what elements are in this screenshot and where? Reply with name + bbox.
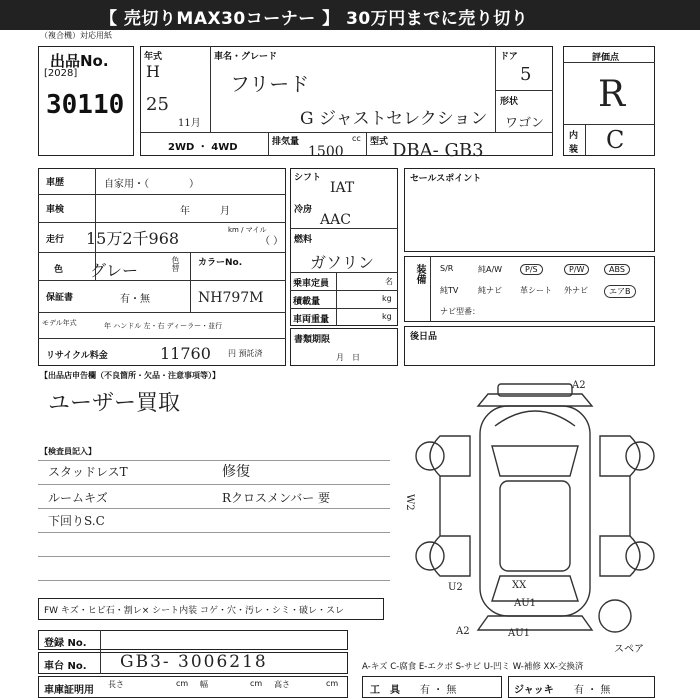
inspector-line1-right: 修復 [222, 464, 250, 480]
shift-label: シフト [294, 173, 322, 183]
tools-value: 有 ・ 無 [420, 685, 457, 696]
banner-text: 【 売切りMAX30コーナー 】 30万円までに売り切り [100, 9, 529, 29]
jack-value: 有 ・ 無 [574, 685, 611, 696]
doc-value: 月 日 [336, 353, 360, 362]
model-value: DBA- GB3 [392, 140, 484, 161]
history-value: 自家用・（ ） [104, 179, 199, 190]
cert-field: 長さ [108, 680, 124, 689]
inspector-label: 【検査員記入】 [40, 447, 96, 456]
ac-label: 冷房 [294, 205, 313, 215]
equip-item: 純ナビ [478, 286, 502, 295]
mileage-label: 走行 [46, 235, 65, 245]
equip-label: 装備 [414, 264, 425, 284]
interior-label-1: 内 [569, 131, 579, 141]
inspector-line1-left: スタッドレスT [48, 465, 128, 479]
interior-value: C [606, 126, 625, 154]
equip-item: P/W [564, 264, 589, 275]
capacity-label: 乗車定員 [293, 279, 330, 289]
damage-mark: AU1 [508, 628, 531, 639]
drive-label: 2WD ・ 4WD [168, 142, 238, 153]
lot-code: [2028] [44, 68, 78, 79]
year: 25 [146, 94, 169, 115]
equip-item: ABS [604, 264, 630, 275]
year-label: 年式 [144, 52, 163, 62]
cert-field: 高さ [274, 680, 290, 689]
equip-item: 純TV [440, 286, 459, 295]
car-label: 車名・グレード [214, 52, 278, 62]
recycle-unit: 円 預託済 [228, 349, 263, 358]
grade: G ジャストセレクション [300, 109, 488, 129]
inspection-value: 年 月 [180, 206, 230, 217]
equip-item: エアB [604, 285, 636, 298]
capacity-unit: 名 [385, 277, 393, 286]
weight-kg: kg [382, 312, 392, 321]
car-name: フリード [230, 72, 310, 96]
color-value: グレー [90, 261, 139, 280]
recycle-value: 11760 [160, 344, 211, 363]
damage-mark: A2 [456, 626, 470, 637]
cert-field: cm [326, 679, 339, 688]
shape: ワゴン [505, 116, 545, 131]
inspector-line2-left: ルームキズ [48, 491, 108, 505]
fuel-label: 燃料 [294, 235, 313, 245]
equip-item: 外ナビ [564, 286, 588, 295]
chassis-label: 車台 No. [44, 661, 87, 672]
color-label: 色 [54, 265, 64, 275]
damage-mark: W2 [404, 494, 415, 511]
tools-label: 工 具 [370, 685, 400, 696]
navi-label: ナビ型番： [440, 307, 480, 316]
fuel-value: ガソリン [310, 253, 375, 272]
equip-item: 革シート [520, 286, 552, 295]
door-label: ドア [500, 52, 518, 62]
damage-mark: A2 [572, 380, 586, 391]
shift-value: IAT [330, 180, 355, 196]
score-value: R [598, 74, 626, 115]
declaration-label: 【出品店申告欄（不良箇所・欠品・注意事項等）】 [40, 371, 220, 380]
codes-legend: A-キズ C-腐食 E-エクボ S-サビ U-凹ミ W-補修 XX-交換済 [362, 662, 584, 672]
equip-item: S/R [440, 264, 454, 273]
doc-label: 書類期限 [294, 335, 331, 345]
mileage-unit: km / マイル [228, 226, 267, 234]
color-change-label: 色替 [171, 256, 180, 272]
remark-top: （複合機）対応用紙 [40, 31, 112, 40]
cc-unit: cc [352, 134, 361, 143]
model-year-fields: 年 ハンドル 左・右 ディーラー・並行 [104, 322, 223, 330]
load-kg: kg [382, 294, 392, 303]
cert-field: cm [176, 679, 189, 688]
history-label: 車歴 [46, 178, 65, 188]
model-year-label: モデル年式 [42, 319, 77, 327]
inspector-line3-left: 下回りS.C [48, 514, 105, 528]
color-no: NH797M [198, 290, 264, 306]
load-label: 積載量 [293, 297, 321, 307]
month: 11月 [178, 118, 201, 129]
warranty-value: 有・無 [120, 294, 150, 305]
sales-points-label: セールスポイント [410, 174, 482, 184]
damage-mark: XX [512, 580, 527, 591]
damage-mark: AU1 [514, 598, 537, 609]
ac-value: AAC [320, 212, 351, 228]
lot-label: 出品No. [50, 52, 109, 70]
chassis-value: GB3- 3006218 [120, 652, 268, 672]
damage-mark: U2 [448, 582, 463, 593]
inspector-line2-right: Rクロスメンバー 要 [222, 491, 331, 505]
inspection-label: 車検 [46, 205, 65, 215]
cert-field: cm [250, 679, 263, 688]
mileage-value: 15万2千968 [86, 229, 180, 248]
details-box [38, 168, 286, 366]
spare-label: スペア [614, 644, 644, 655]
recycle-label: リサイクル料金 [46, 351, 108, 361]
weight-label: 車両重量 [293, 315, 330, 325]
cert-label: 車庫証明用 [44, 685, 94, 696]
era: H [146, 62, 160, 81]
score-label: 評価点 [592, 53, 620, 63]
attach-label: 後日品 [410, 332, 438, 342]
doors: 5 [520, 64, 532, 85]
lot-number: 30110 [46, 90, 125, 120]
reg-label: 登録 No. [44, 638, 87, 649]
legend-row: FW キズ・ヒビ石・割レ× シート内装 コゲ・穴・汚レ・シミ・破レ・スレ [44, 606, 345, 616]
declaration-text: ユーザー買取 [48, 391, 181, 416]
model-label: 型式 [370, 137, 389, 147]
cc-label: 排気量 [272, 137, 300, 147]
equip-item: P/S [520, 264, 543, 275]
equip-item: 純A/W [478, 265, 503, 274]
shape-label: 形状 [500, 97, 519, 107]
interior-label-2: 装 [569, 145, 579, 155]
color-no-label: カラーNo. [198, 258, 243, 268]
attach-box [404, 326, 655, 366]
mileage-paren: （ ） [260, 236, 284, 247]
warranty-label: 保証書 [46, 293, 74, 303]
cert-field: 幅 [200, 680, 208, 689]
jack-label: ジャッキ [514, 685, 554, 696]
cc-value: 1500 [308, 144, 344, 160]
